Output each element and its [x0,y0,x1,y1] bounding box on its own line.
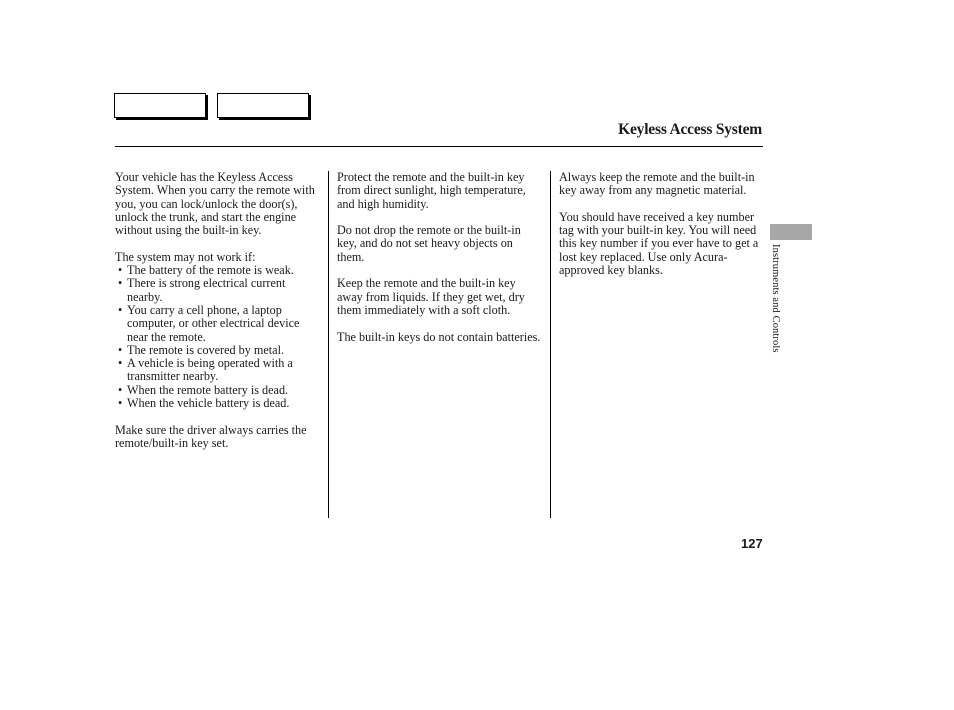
driver-note: Make sure the driver always carries the remote/built-in key set. [115,422,307,450]
column-1 [115,171,321,464]
care-paragraph-liquids: Keep the remote and the built-in key away from liquids. If they get wet, dry them immediately with a soft cloth. [337,276,525,317]
title-rule [115,146,763,147]
care-paragraph-batteries: The built-in keys do not contain batteries. [337,329,541,344]
conditions-lead: The system may not work if: [115,249,256,264]
conditions-list [115,264,321,410]
bullet-icon: • [118,302,123,317]
list-item: • A vehicle is being operated with a transmitter nearby. [118,356,293,384]
page-number: 127 [741,536,763,551]
section-tab-marker [770,224,812,240]
care-paragraph-magnetic: Always keep the remote and the built-in key away from any magnetic material. [559,170,755,198]
page-title: Keyless Access System [618,121,762,138]
list-item: • When the remote battery is dead. [118,382,289,397]
nav-box-previous[interactable] [114,93,206,118]
key-number-paragraph: You should have received a key number tag with your built-in key. You will need this key number if you ever have to get a lost key replaced. Use only Acura-approved key blanks. [559,209,759,278]
bullet-icon: • [118,263,123,278]
section-tab-label: Instruments and Controls [770,244,781,353]
bullet-icon: • [118,276,123,291]
column-3 [559,171,765,291]
bullet-icon: • [118,396,123,411]
list-item: • The remote is covered by metal. [118,342,285,357]
care-paragraph-drop: Do not drop the remote or the built-in key, and do not set heavy objects on them. [337,223,521,264]
list-item: • The battery of the remote is weak. [118,263,294,278]
intro-paragraph: Your vehicle has the Keyless Access System. When you carry the remote with you, you can lock/unlock the door(s), unlock the trunk, and start the engine without using the built-in key. [115,170,315,238]
nav-box-next[interactable] [217,93,309,118]
column-2 [337,171,543,357]
bullet-icon: • [118,342,123,357]
bullet-icon: • [118,382,123,397]
column-divider [550,171,551,518]
care-paragraph-sunlight: Protect the remote and the built-in key from direct sunlight, high temperature, and high humidity. [337,170,526,211]
list-item: • There is strong electrical current nearby. [118,276,286,304]
list-item: • You carry a cell phone, a laptop computer, or other electrical device near the remote. [118,302,300,344]
bullet-icon: • [118,356,123,371]
column-divider [328,171,329,518]
list-item: • When the vehicle battery is dead. [118,396,290,411]
